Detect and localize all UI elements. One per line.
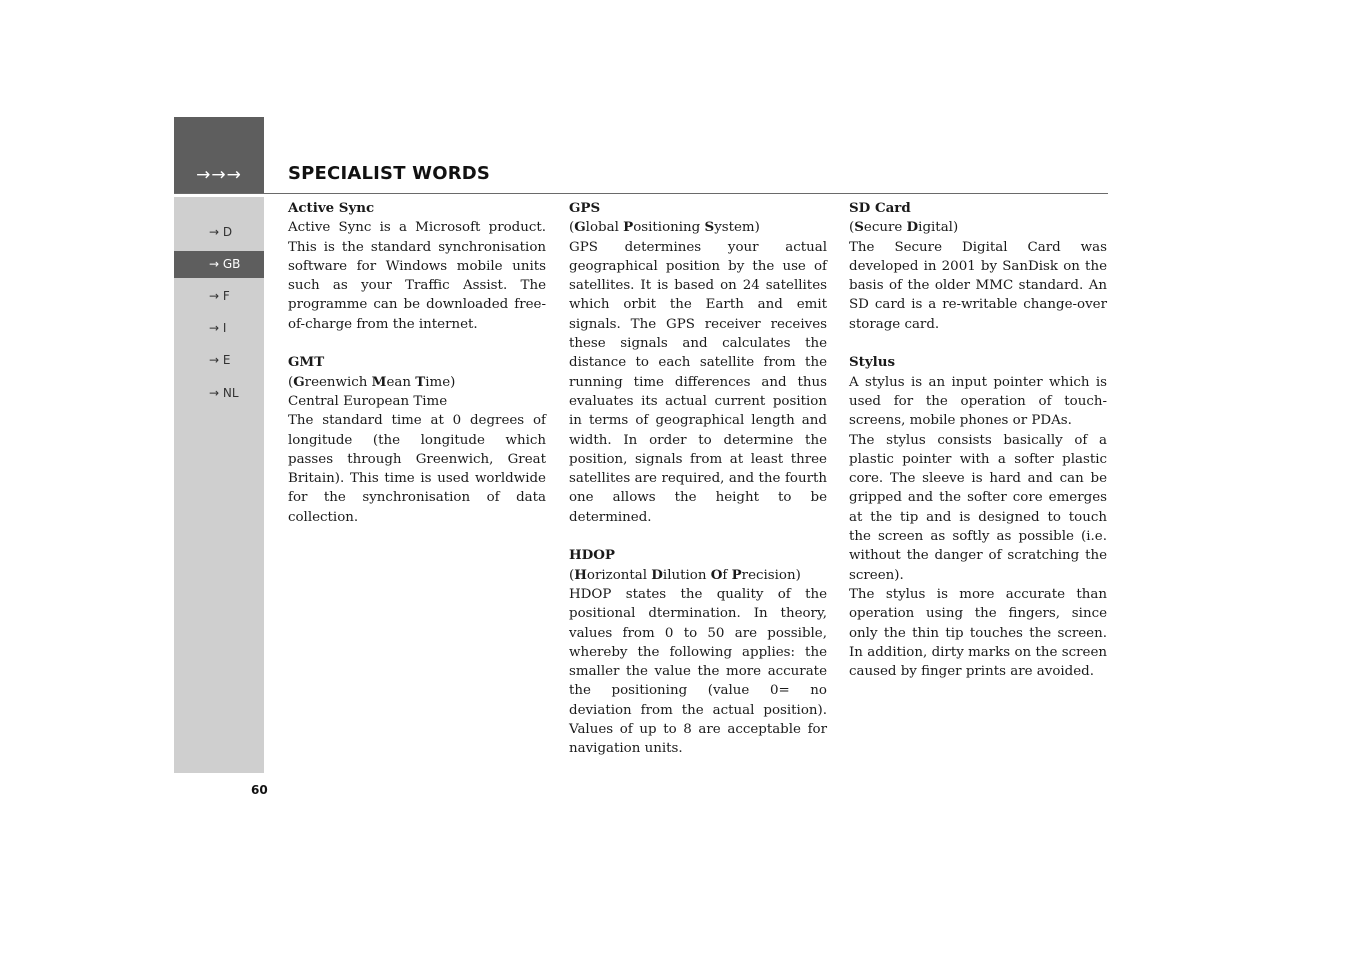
term-heading: HDOP [569,547,615,564]
sidebar-item-i[interactable]: → I [209,321,227,335]
term-heading: Active Sync [288,200,375,216]
definition-text: GPS determines your actual geographical position by the use of satellites. It is based on 24 satellites which orbit the Earth and emit signals. The GPS receiver receives these signals and calculates the distance to each satellite from the running time differences and thus evaluates its actual current position in terms of geographical length and width. In order to determine the position, signals from at least three satellites are required, and the fourth one allows the height to be determined. [569,239,827,525]
definition-text: HDOP states the quality of the positional dtermination. In theory, values from 0 to 50 are possible, whereby the following applies: the smaller the value the more accurate the positioning (value 0= no deviation from the actual position). Values of up to 8 are acceptable for navigation units. [569,586,827,757]
abbreviation-expansion: (Global Positioning System) [569,219,760,236]
term-heading: GMT [288,354,325,371]
term-heading: Stylus [849,354,895,371]
definition-text: The Secure Digital Card was developed in 2001 by SanDisk on the basis of the older MMC standard. An SD card is a re-writable change-over storage card. [849,239,1107,332]
definition-text: The stylus is more accurate than operation using the fingers, since only the thin tip touches the screen. In addition, dirty marks on the screen caused by finger prints are avoided. [849,586,1107,680]
header-arrows: →→→ [196,165,242,185]
term-heading: GPS [569,200,601,216]
definition-text: The standard time at 0 degrees of longitude (the longitude which passes through Greenwich, Great Britain). This time is used worldwide for the synchronisation of data collection. [288,413,546,525]
page-title: SPECIALIST WORDS [288,163,491,184]
language-sidebar [174,197,264,773]
entry-hdop [569,546,827,758]
definition-text: A stylus is an input pointer which is used for the operation of touch-screens, mobile phones or PDAs. [849,374,1107,429]
column-1 [288,199,546,546]
definition-text: The stylus consists basically of a plastic pointer with a softer plastic core. The sleeve is hard and can be gripped and the softer core emerges at the tip and is designed to touch the screen as softly as possible (i.e. without the danger of scratching the screen). [849,432,1107,583]
sidebar-item-d[interactable]: → D [209,225,233,239]
entry-gmt [288,353,546,527]
term-heading: SD Card [849,200,911,216]
page-number: 60 [251,783,268,797]
entry-gps [569,199,827,527]
column-2 [569,199,827,778]
abbreviation-expansion: (Horizontal Dilution Of Precision) [569,566,801,583]
entry-sd-card [849,199,1107,334]
header-rule [174,193,1108,194]
sidebar-item-f[interactable]: → F [209,289,230,303]
entry-stylus [849,353,1107,681]
entry-active-sync [288,199,546,334]
header-block [174,117,264,193]
definition-subtitle: Central European Time [288,393,448,409]
sidebar-item-e[interactable]: → E [209,353,231,367]
abbreviation-expansion: (Greenwich Mean Time) [288,373,456,390]
definition-text: Active Sync is a Microsoft product. This is the standard synchronisation software for Windows mobile units such as your Traffic Assist. The programme can be downloaded free-of-charge from the internet. [288,220,546,332]
abbreviation-expansion: (Secure Digital) [849,219,959,236]
sidebar-item-nl[interactable]: → NL [209,386,239,400]
column-3 [849,199,1107,701]
sidebar-item-gb[interactable]: → GB [174,251,264,278]
